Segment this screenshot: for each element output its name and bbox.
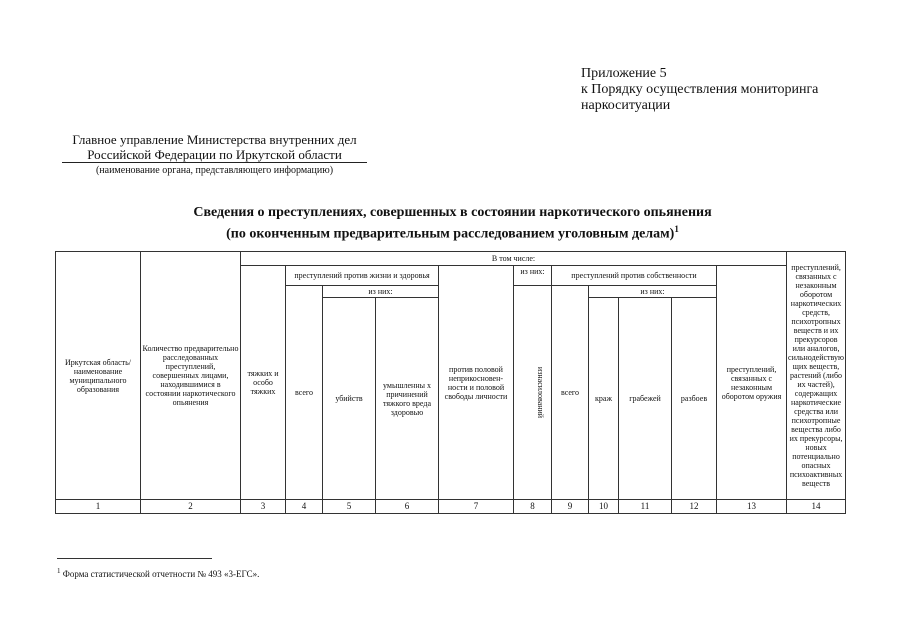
header-rapes [514, 286, 552, 500]
column-numbers-row [56, 500, 846, 514]
footnote-text: Форма статистической отчетности № 493 «3-ЕГС». [62, 569, 260, 579]
column-number: 1 [56, 500, 141, 514]
column-number: 8 [514, 500, 552, 514]
column-number: 6 [376, 500, 439, 514]
column-number: 12 [672, 500, 717, 514]
appendix-line-3: наркоситуации [581, 98, 671, 113]
header-rapes-text: изнасилований [536, 366, 546, 419]
column-number: 11 [619, 500, 672, 514]
appendix-block [581, 66, 818, 114]
header-total-count: Количество предварительно расследованных преступлений, совершенных лицами, находившимися в состоянии наркотического опьянения [141, 252, 241, 500]
column-number: 14 [787, 500, 846, 514]
organization-line-1: Главное управление Министерства внутренних дел [72, 132, 357, 147]
header-region: Иркутская область/ наименование муниципального образования [56, 252, 141, 500]
title-line-2-text: (по оконченным предварительным расследованием уголовным делам) [226, 226, 675, 242]
header-life-health: преступлений против жизни и здоровья [286, 266, 439, 286]
column-number: 9 [552, 500, 589, 514]
document-title [0, 205, 905, 243]
title-line-1: Сведения о преступлениях, совершенных в состоянии наркотического опьянения [193, 205, 712, 220]
organization-block [62, 132, 367, 177]
title-footnote-mark: 1 [674, 224, 679, 234]
column-number: 13 [717, 500, 787, 514]
header-drug-crimes: преступлений, связанных с незаконным оборотом наркотических средств, психотропных веществ и их прекурсоров или аналогов, сильнодействую щих веществ, растений (либо их частей), содержащих наркотические средства или психотропные вещества либо их прекурсоры, новых потенциально опасных психоактивных веществ [787, 252, 846, 500]
column-number: 3 [241, 500, 286, 514]
header-property-all: всего [552, 286, 589, 500]
column-number: 10 [589, 500, 619, 514]
title-line-2 [0, 221, 905, 243]
column-number: 7 [439, 500, 514, 514]
header-assaults: разбоев [672, 298, 717, 500]
footnote [57, 566, 259, 580]
header-life-all: всего [286, 286, 323, 500]
header-in-total: В том числе: [241, 252, 787, 266]
appendix-line-1: Приложение 5 [581, 66, 667, 81]
header-property-of-them: из них: [589, 286, 717, 298]
column-number: 5 [323, 500, 376, 514]
header-property: преступлений против собственности [552, 266, 717, 286]
header-robberies: грабежей [619, 298, 672, 500]
header-life-of-them: из них: [323, 286, 439, 298]
footnote-divider [57, 558, 212, 559]
header-murders: убийств [323, 298, 376, 500]
header-grievous-harm: умышленны х причинений тяжкого вреда здоровью [376, 298, 439, 500]
appendix-line-2: к Порядку осуществления мониторинга [581, 82, 819, 97]
header-thefts: краж [589, 298, 619, 500]
footnote-mark: 1 [57, 567, 61, 575]
column-number: 2 [141, 500, 241, 514]
column-number: 4 [286, 500, 323, 514]
crimes-table [55, 251, 846, 514]
organization-line-2: Российской Федерации по Иркутской области [62, 147, 367, 163]
header-from-them: из них: [514, 266, 552, 286]
organization-note: (наименование органа, представляющего информацию) [95, 165, 334, 176]
header-sexual: против половой неприкосновен-ности и половой свободы личности [439, 266, 514, 500]
header-weapons: преступлений, связанных с незаконным оборотом оружия [717, 266, 787, 500]
header-grave: тяжких и особо тяжких [241, 266, 286, 500]
